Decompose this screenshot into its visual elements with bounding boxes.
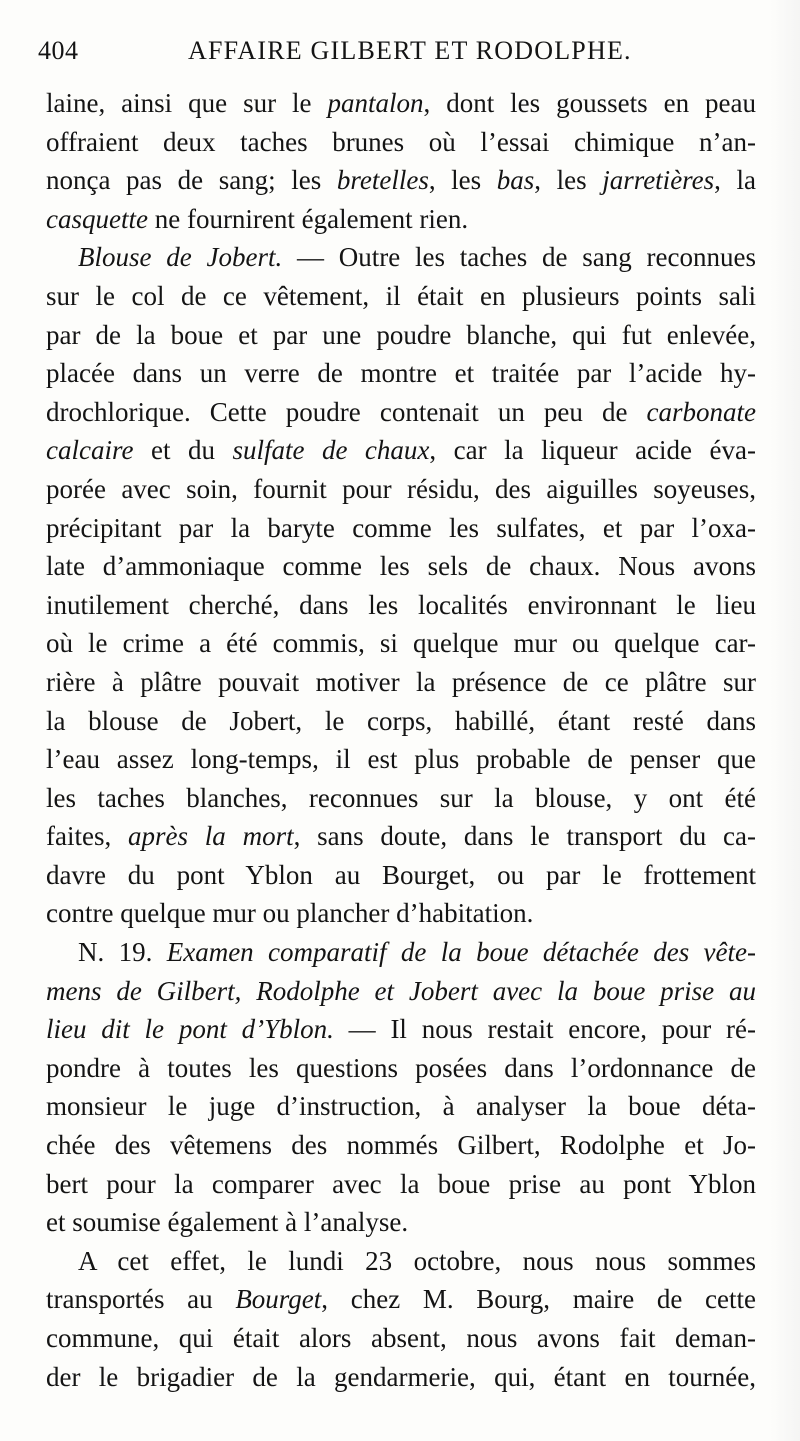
text-segment: faites, [46, 821, 129, 852]
italic-text: carbonate [646, 396, 756, 427]
text-segment: N. 19. [78, 937, 167, 968]
running-head: AFFAIRE GILBERT ET RODOLPHE. [188, 36, 632, 65]
italic-text: bretelles [336, 165, 429, 196]
text-segment: , chez M. Bourg, maire de cette [321, 1284, 756, 1315]
text-segment: , la [714, 165, 756, 196]
text-line [46, 277, 756, 316]
text-segment: — Outre les taches de sang reconnues [282, 242, 756, 273]
text-segment: transportés au [46, 1284, 236, 1315]
text-segment: late d’ammoniaque comme les sels de chaux. Nous avons [46, 551, 756, 582]
text-line [46, 161, 756, 200]
page-header [38, 36, 778, 76]
text-line [46, 702, 756, 741]
text-segment: der le brigadier de la gendarmerie, qui, étant en tournée, [46, 1361, 756, 1392]
page-edge-shadow [770, 0, 800, 1441]
text-line [46, 1280, 756, 1319]
text-line [46, 972, 756, 1011]
text-segment: bert pour la comparer avec la boue prise au pont Yblon [46, 1168, 756, 1199]
text-segment: porée avec soin, fournit pour résidu, des aiguilles soyeuses, [46, 473, 756, 504]
text-line [46, 1087, 756, 1126]
text-segment: contre quelque mur ou plancher d’habitation. [46, 898, 534, 929]
text-segment: placée dans un verre de montre et traitée par l’acide hy- [46, 358, 756, 389]
text-line [46, 316, 756, 355]
italic-text: Blouse de Jobert. [78, 242, 283, 273]
text-segment: laine, ainsi que sur le [46, 88, 328, 118]
text-segment: A cet effet, le lundi 23 octobre, nous nous sommes [78, 1245, 756, 1276]
text-line [46, 817, 756, 856]
text-line [46, 1319, 756, 1358]
italic-text: calcaire [46, 435, 134, 466]
text-segment: drochlorique. Cette poudre contenait un peu de [46, 396, 647, 427]
text-line [46, 1010, 756, 1049]
text-line [46, 123, 756, 162]
text-segment: et soumise également à l’analyse. [46, 1207, 409, 1238]
text-segment: , sans doute, dans le transport du ca- [293, 821, 756, 852]
body-text [46, 84, 756, 1396]
text-segment: et du [133, 435, 233, 466]
italic-text: bas [496, 165, 535, 196]
text-segment: inutilement cherché, dans les localités environnant le lieu [46, 589, 756, 620]
text-segment: où le crime a été commis, si quelque mur ou quelque car- [46, 628, 756, 659]
text-line [46, 547, 756, 586]
text-line [46, 740, 756, 779]
text-line [46, 470, 756, 509]
text-segment: , les [534, 165, 603, 196]
text-line [46, 1242, 756, 1281]
text-segment: monsieur le juge d’instruction, à analyser la boue déta- [46, 1091, 756, 1122]
italic-text: mens de Gilbert, Rodolphe et Jobert avec la boue prise au [46, 975, 756, 1006]
text-segment: par de la boue et par une poudre blanche, qui fut enlevée, [46, 319, 756, 350]
text-line [46, 238, 756, 277]
text-line [46, 1126, 756, 1165]
text-line [46, 1049, 756, 1088]
text-line [46, 624, 756, 663]
italic-text: sulfate de chaux [232, 435, 430, 466]
text-line [46, 509, 756, 548]
italic-text: après la mort [128, 821, 294, 852]
text-segment: davre du pont Yblon au Bourget, ou par le frottement [46, 859, 756, 890]
text-line [46, 1358, 756, 1397]
text-segment: , car la liqueur acide éva- [429, 435, 756, 466]
text-segment: ne fournirent également rien. [147, 203, 469, 234]
text-segment: pondre à toutes les questions posées dans l’ordonnance de [46, 1052, 756, 1083]
text-segment: , les [428, 165, 497, 196]
text-line [46, 393, 756, 432]
text-segment: offraient deux taches brunes où l’essai chimique n’an- [46, 126, 756, 157]
italic-text: Examen comparatif de la boue détachée des vête- [166, 937, 757, 968]
text-segment: — Il nous restait encore, pour ré- [333, 1014, 756, 1045]
text-segment: commune, qui était alors absent, nous avons fait deman- [46, 1323, 756, 1353]
text-line [46, 856, 756, 895]
text-line [46, 779, 756, 818]
text-line [46, 894, 756, 933]
italic-text: casquette [46, 203, 148, 234]
text-segment: précipitant par la baryte comme les sulfates, et par l’oxa- [46, 512, 756, 543]
text-line [46, 354, 756, 393]
italic-text: jarretières [602, 165, 715, 196]
text-segment: chée des vêtemens des nommés Gilbert, Rodolphe et Jo- [46, 1130, 756, 1161]
text-line [46, 84, 756, 123]
text-line [46, 586, 756, 625]
text-line [46, 431, 756, 470]
text-line [46, 1203, 756, 1242]
text-line [46, 933, 756, 972]
text-segment: , dont les goussets en peau [423, 88, 757, 118]
italic-text: Bourget [235, 1284, 322, 1315]
page-number: 404 [38, 36, 79, 65]
text-segment: nonça pas de sang; les [46, 165, 337, 196]
text-line [46, 200, 756, 239]
italic-text: pantalon [327, 88, 424, 118]
text-segment: sur le col de ce vêtement, il était en plusieurs points sali [46, 280, 756, 311]
text-segment: les taches blanches, reconnues sur la blouse, y ont été [46, 782, 756, 813]
text-segment: rière à plâtre pouvait motiver la présence de ce plâtre sur [46, 666, 756, 697]
text-line [46, 1165, 756, 1204]
text-segment: la blouse de Jobert, le corps, habillé, étant resté dans [46, 705, 756, 736]
italic-text: lieu dit le pont d’Yblon. [46, 1014, 334, 1045]
text-segment: l’eau assez long-temps, il est plus probable de penser que [46, 744, 756, 775]
text-line [46, 663, 756, 702]
